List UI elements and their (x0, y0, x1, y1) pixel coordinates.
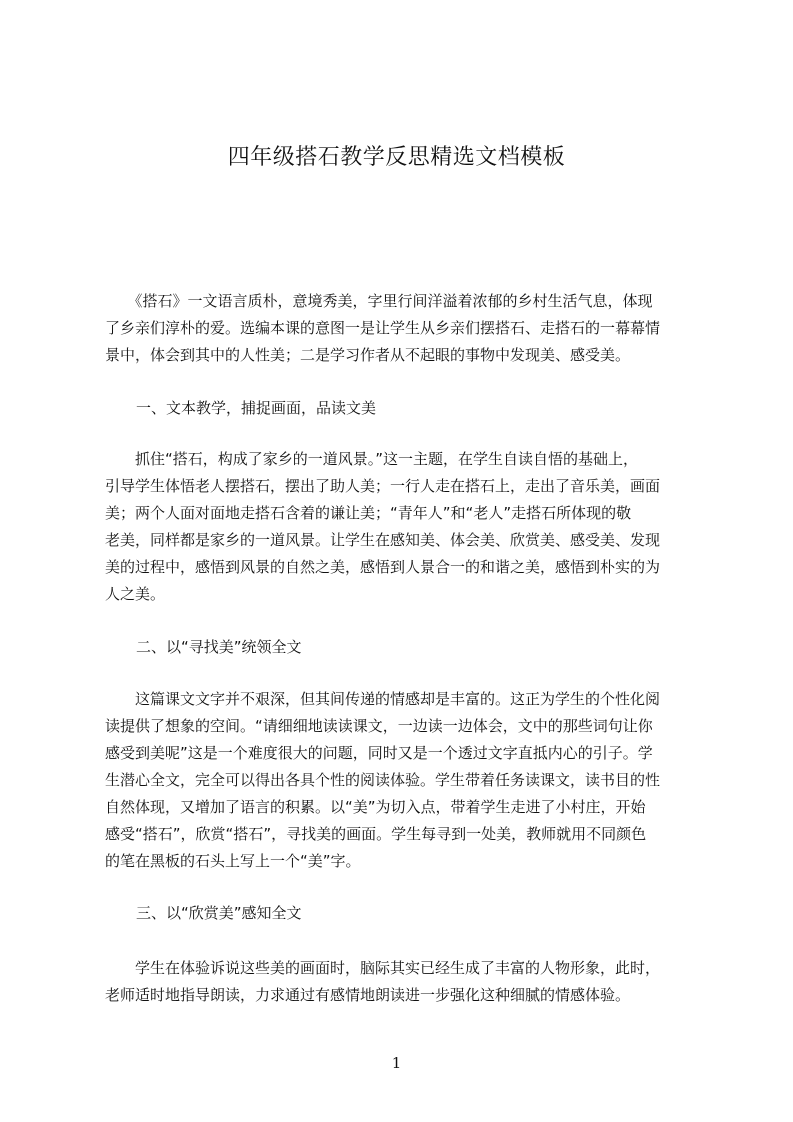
section3-line: 老师适时地指导朗读，力求通过有感情地朗读进一步强化这种细腻的情感体验。 (105, 986, 631, 1004)
section1-line: 老美，同样都是家乡的一道风景。让学生在感知美、体会美、欣赏美、感受美、发现 (105, 531, 661, 549)
section2-line: 读提供了想象的空间。“请细细地读读课文，一边读一边体会，文中的那些词句让你 (105, 717, 653, 735)
section2-line: 感受到美呢”这是一个难度很大的问题，同时又是一个透过文字直抵内心的引子。学 (105, 744, 653, 762)
section2-line: 的笔在黑板的石头上写上一个“美”字。 (105, 852, 361, 870)
section1-heading: 一、文本教学，捕捉画面，品读文美 (136, 399, 377, 417)
intro-line: 景中，体会到其中的人性美；二是学习作者从不起眼的事物中发现美、感受美。 (105, 346, 631, 364)
section1-line: 美的过程中，感悟到风景的自然之美，感悟到人景合一的和谐之美，感悟到朴实的为 (105, 558, 661, 576)
section2-line: 自然体现，又增加了语言的积累。以“美”为切入点，带着学生走进了小村庄，开始 (105, 798, 646, 816)
section1-line: 抓住“搭石，构成了家乡的一道风景。”这一主题，在学生自读自悟的基础上， (105, 450, 639, 468)
section3-paragraph (105, 955, 699, 1009)
section3-line: 学生在体验诉说这些美的画面时，脑际其实已经生成了丰富的人物形象，此时， (105, 959, 661, 977)
section2-heading: 二、以“寻找美”统领全文 (136, 638, 302, 656)
section2-line: 感受“搭石”，欣赏“搭石”，寻找美的画面。学生每寻到一处美，教师就用不同颜色 (105, 825, 647, 843)
section2-paragraph (105, 686, 699, 875)
document-title: 四年级搭石教学反思精选文档模板 (227, 145, 566, 170)
section1-paragraph (105, 446, 699, 608)
section1-line: 美；两个人面对面地走搭石含着的谦让美；“青年人”和“老人”走搭石所体现的敬 (105, 504, 632, 522)
intro-paragraph (105, 288, 699, 369)
section3-heading: 三、以“欣赏美”感知全文 (136, 904, 302, 922)
section1-line: 人之美。 (105, 585, 166, 603)
section2-line: 生潜心全文，完全可以得出各具个性的阅读体验。学生带着任务读课文，读书目的性 (105, 771, 661, 789)
section1-line: 引导学生体悟老人摆搭石，摆出了助人美；一行人走在搭石上，走出了音乐美，画面 (105, 477, 661, 495)
intro-line: 了乡亲们淳朴的爱。选编本课的意图一是让学生从乡亲们摆搭石、走搭石的一幕幕情 (105, 319, 661, 337)
page-number: 1 (391, 1054, 402, 1072)
intro-line: 《搭石》一文语言质朴，意境秀美，字里行间洋溢着浓郁的乡村生活气息，体现 (105, 292, 653, 310)
section2-line: 这篇课文文字并不艰深，但其间传递的情感却是丰富的。这正为学生的个性化阅 (105, 690, 661, 708)
